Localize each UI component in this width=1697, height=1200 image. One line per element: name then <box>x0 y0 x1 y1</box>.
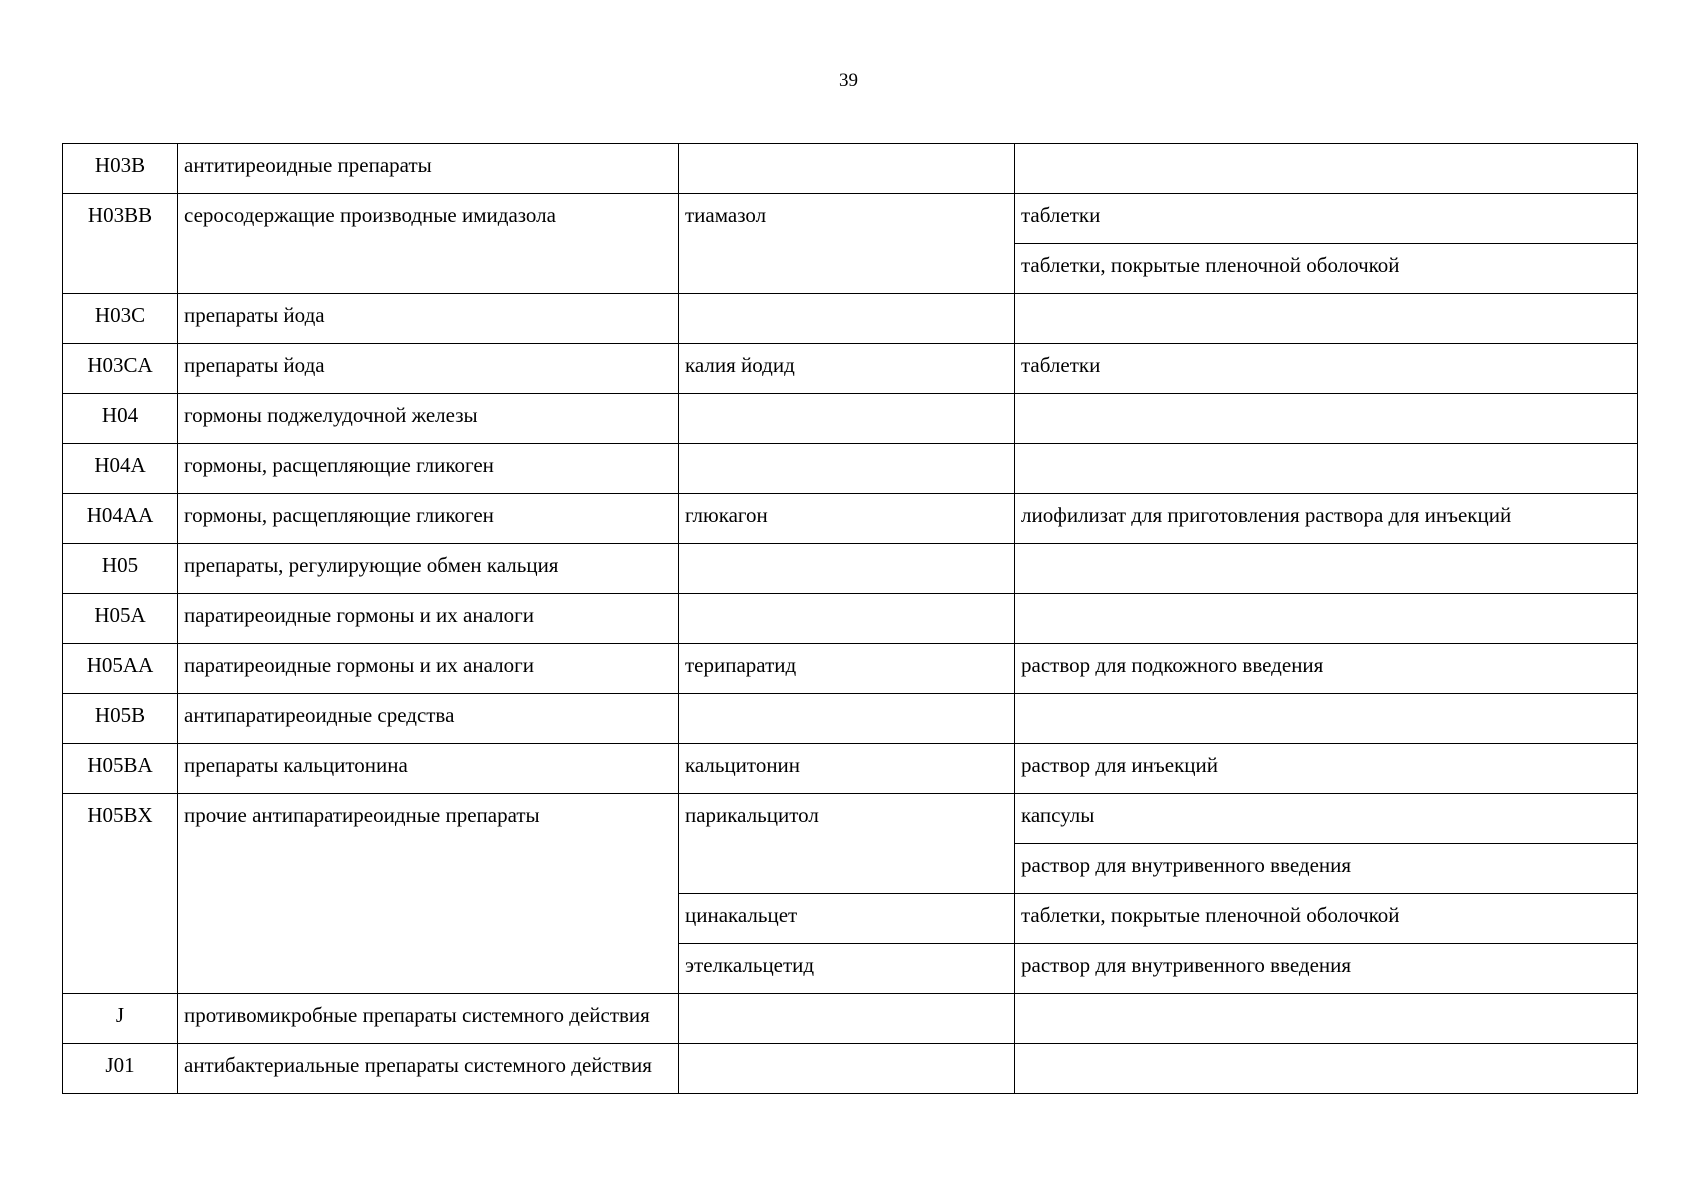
atc-code-cell: J01 <box>63 1044 178 1094</box>
atc-code-cell: H03CA <box>63 344 178 394</box>
drug-name-cell: калия йодид <box>679 344 1015 394</box>
atc-group-cell: препараты йода <box>178 294 679 344</box>
table-row <box>63 644 1638 694</box>
atc-code-cell: H05BX <box>63 794 178 994</box>
atc-group-cell: гормоны, расщепляющие гликоген <box>178 444 679 494</box>
table-row <box>63 594 1638 644</box>
drug-name-cell: кальцитонин <box>679 744 1015 794</box>
atc-group-cell: паратиреоидные гормоны и их аналоги <box>178 594 679 644</box>
dosage-form-cell: таблетки <box>1015 344 1638 394</box>
atc-group-cell: препараты, регулирующие обмен кальция <box>178 544 679 594</box>
drug-name-cell: тиамазол <box>679 194 1015 294</box>
dosage-form-cell <box>1015 694 1638 744</box>
dosage-form-cell: раствор для внутривенного введения <box>1015 844 1638 894</box>
dosage-form-cell <box>1015 994 1638 1044</box>
table-row <box>63 994 1638 1044</box>
dosage-form-cell: раствор для инъекций <box>1015 744 1638 794</box>
table-row <box>63 694 1638 744</box>
dosage-form-cell: таблетки, покрытые пленочной оболочкой <box>1015 244 1638 294</box>
dosage-form-cell <box>1015 144 1638 194</box>
drug-name-cell <box>679 1044 1015 1094</box>
drug-name-cell <box>679 994 1015 1044</box>
table-row <box>63 344 1638 394</box>
atc-group-cell: гормоны, расщепляющие гликоген <box>178 494 679 544</box>
atc-code-cell: H03B <box>63 144 178 194</box>
atc-code-cell: H04 <box>63 394 178 444</box>
atc-group-cell: антитиреоидные препараты <box>178 144 679 194</box>
drug-name-cell: парикальцитол <box>679 794 1015 894</box>
drug-name-cell <box>679 444 1015 494</box>
drug-name-cell <box>679 394 1015 444</box>
atc-group-cell: прочие антипаратиреоидные препараты <box>178 794 679 994</box>
drug-name-cell <box>679 544 1015 594</box>
atc-code-cell: J <box>63 994 178 1044</box>
atc-code-cell: H05B <box>63 694 178 744</box>
dosage-form-cell <box>1015 294 1638 344</box>
atc-group-cell: препараты йода <box>178 344 679 394</box>
atc-code-cell: H04A <box>63 444 178 494</box>
drug-name-cell <box>679 294 1015 344</box>
page-number: 39 <box>839 70 858 91</box>
atc-group-cell: гормоны поджелудочной железы <box>178 394 679 444</box>
table-row <box>63 444 1638 494</box>
table-row <box>63 494 1638 544</box>
drug-name-cell: цинакальцет <box>679 894 1015 944</box>
dosage-form-cell <box>1015 394 1638 444</box>
drug-name-cell <box>679 594 1015 644</box>
atc-code-cell: H05 <box>63 544 178 594</box>
table-row <box>63 294 1638 344</box>
atc-group-cell: препараты кальцитонина <box>178 744 679 794</box>
dosage-form-cell: лиофилизат для приготовления раствора для инъекций <box>1015 494 1638 544</box>
drug-name-cell: этелкальцетид <box>679 944 1015 994</box>
drug-table <box>62 143 1638 1094</box>
atc-group-cell: антибактериальные препараты системного действия <box>178 1044 679 1094</box>
drug-name-cell <box>679 144 1015 194</box>
drug-name-cell: глюкагон <box>679 494 1015 544</box>
atc-group-cell: противомикробные препараты системного действия <box>178 994 679 1044</box>
table-row <box>63 144 1638 194</box>
drug-name-cell <box>679 694 1015 744</box>
table-row <box>63 394 1638 444</box>
atc-code-cell: H05A <box>63 594 178 644</box>
dosage-form-cell: таблетки <box>1015 194 1638 244</box>
atc-code-cell: H03C <box>63 294 178 344</box>
table-row <box>63 1044 1638 1094</box>
dosage-form-cell: раствор для подкожного введения <box>1015 644 1638 694</box>
atc-group-cell: антипаратиреоидные средства <box>178 694 679 744</box>
dosage-form-cell <box>1015 544 1638 594</box>
atc-group-cell: серосодержащие производные имидазола <box>178 194 679 294</box>
atc-code-cell: H05AA <box>63 644 178 694</box>
atc-group-cell: паратиреоидные гормоны и их аналоги <box>178 644 679 694</box>
table-row <box>63 794 1638 844</box>
dosage-form-cell <box>1015 1044 1638 1094</box>
dosage-form-cell: таблетки, покрытые пленочной оболочкой <box>1015 894 1638 944</box>
dosage-form-cell: капсулы <box>1015 794 1638 844</box>
drug-name-cell: терипаратид <box>679 644 1015 694</box>
dosage-form-cell <box>1015 594 1638 644</box>
dosage-form-cell: раствор для внутривенного введения <box>1015 944 1638 994</box>
table-row <box>63 194 1638 244</box>
table-row <box>63 544 1638 594</box>
table-body <box>63 144 1638 1094</box>
table-row <box>63 744 1638 794</box>
atc-code-cell: H05BA <box>63 744 178 794</box>
dosage-form-cell <box>1015 444 1638 494</box>
atc-code-cell: H04AA <box>63 494 178 544</box>
atc-code-cell: H03BB <box>63 194 178 294</box>
